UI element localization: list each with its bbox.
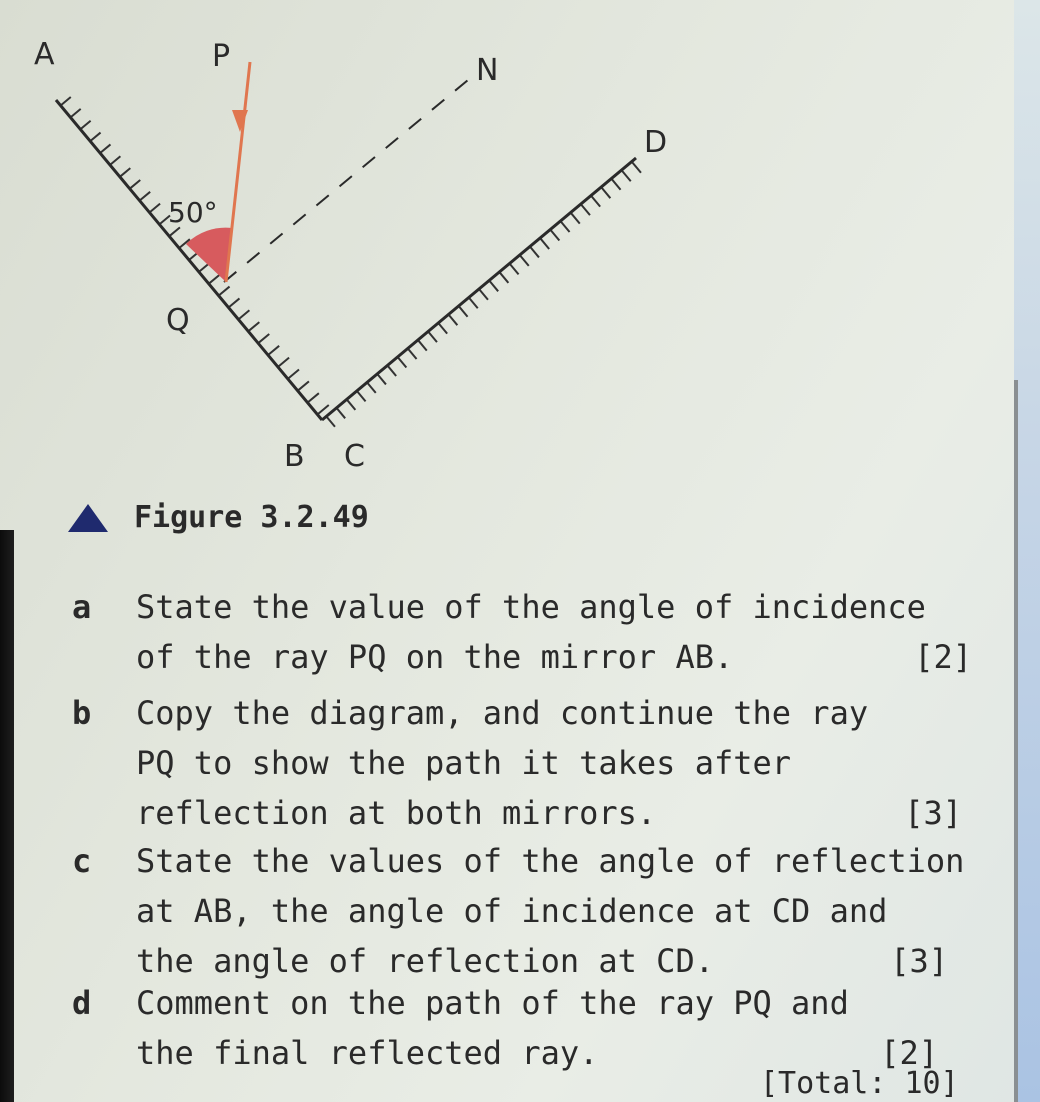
hatch-mark: [418, 340, 427, 351]
total-marks: [Total: 10]: [760, 1066, 959, 1101]
label-q: Q: [166, 303, 190, 338]
hatch-mark: [499, 272, 508, 283]
question-letter: c: [72, 842, 92, 880]
hatch-mark: [397, 357, 406, 368]
hatch-mark: [129, 180, 140, 189]
hatch-mark: [530, 247, 539, 258]
hatch-mark: [459, 306, 468, 317]
label-b: B: [284, 439, 305, 474]
question-line: at AB, the angle of incidence at CD and: [136, 892, 888, 930]
label-a: A: [34, 37, 55, 72]
hatch-mark: [326, 416, 335, 427]
hatch-mark: [622, 170, 631, 181]
hatch-mark: [469, 297, 478, 308]
hatch-mark: [209, 275, 220, 284]
hatch-mark: [510, 264, 519, 275]
mirror-ab: [56, 100, 322, 420]
hatch-mark: [448, 314, 457, 325]
ray-arrow-icon: [232, 110, 248, 132]
hatch-mark: [540, 238, 549, 249]
hatch-mark: [367, 382, 376, 393]
mirror-diagram: [0, 0, 720, 480]
hatch-mark: [139, 192, 150, 201]
hatch-mark: [149, 204, 160, 213]
hatch-mark: [229, 298, 240, 307]
hatch-mark: [288, 370, 299, 379]
hatch-mark: [278, 358, 289, 367]
hatch-mark: [428, 331, 437, 342]
hatch-mark: [110, 156, 121, 165]
ray-pq: [226, 62, 250, 282]
mirror-cd: [322, 158, 636, 420]
hatch-mark: [120, 168, 131, 177]
angle-sector: [186, 228, 232, 282]
question-line: Copy the diagram, and continue the ray: [136, 694, 869, 732]
question-line: the angle of reflection at CD.: [136, 942, 714, 980]
hatch-mark: [219, 287, 230, 296]
hatch-mark: [100, 144, 111, 153]
question-a: [72, 582, 972, 682]
angle-label: 50°: [168, 196, 218, 229]
figure-caption-text: Figure 3.2.49: [134, 500, 369, 535]
hatch-mark: [318, 405, 329, 414]
hatch-mark: [571, 213, 580, 224]
question-marks: [3]: [904, 794, 962, 832]
hatch-mark: [239, 310, 250, 319]
question-c: [72, 836, 972, 986]
triangle-marker-icon: [68, 504, 108, 532]
hatch-mark: [591, 196, 600, 207]
hatch-mark: [601, 187, 610, 198]
hatch-mark: [387, 365, 396, 376]
hatch-mark: [550, 230, 559, 241]
question-line: reflection at both mirrors.: [136, 794, 657, 832]
hatch-mark: [581, 204, 590, 215]
normal-line: [224, 80, 468, 282]
hatch-mark: [268, 346, 279, 355]
question-letter: a: [72, 588, 92, 626]
question-line: Comment on the path of the ray PQ and: [136, 984, 849, 1022]
hatch-mark: [377, 374, 386, 385]
hatch-mark: [489, 281, 498, 292]
label-c: C: [344, 439, 365, 474]
hatch-mark: [249, 322, 260, 331]
hatch-mark: [612, 179, 621, 190]
hatch-mark: [336, 408, 345, 419]
hatch-mark: [408, 348, 417, 359]
hatch-mark: [520, 255, 529, 266]
question-line: State the value of the angle of incidence: [136, 588, 926, 626]
hatch-mark: [308, 393, 319, 402]
hatch-mark: [561, 221, 570, 232]
hatch-mark: [258, 334, 269, 343]
question-line: of the ray PQ on the mirror AB.: [136, 638, 734, 676]
question-line: PQ to show the path it takes after: [136, 744, 792, 782]
hatch-mark: [298, 381, 309, 390]
hatch-mark: [479, 289, 488, 300]
mirror-ab-hatching: [60, 97, 329, 414]
question-letter: d: [72, 984, 92, 1022]
page-shadow-left: [0, 530, 14, 1102]
hatch-mark: [90, 133, 101, 142]
question-marks: [3]: [890, 942, 948, 980]
hatch-mark: [357, 391, 366, 402]
hatch-mark: [632, 162, 641, 173]
mirror-cd-hatching: [326, 162, 641, 427]
question-marks: [2]: [880, 1034, 938, 1072]
page-edge-right: [1014, 0, 1040, 1102]
hatch-mark: [438, 323, 447, 334]
hatch-mark: [346, 399, 355, 410]
label-n: N: [476, 53, 499, 88]
question-b: [72, 688, 972, 838]
question-d: [72, 978, 972, 1078]
label-p: P: [212, 39, 231, 74]
question-line: the final reflected ray.: [136, 1034, 599, 1072]
question-marks: [2]: [914, 638, 972, 676]
figure-caption: [68, 500, 369, 535]
question-letter: b: [72, 694, 92, 732]
label-d: D: [644, 125, 668, 160]
question-line: State the values of the angle of reflection: [136, 842, 965, 880]
